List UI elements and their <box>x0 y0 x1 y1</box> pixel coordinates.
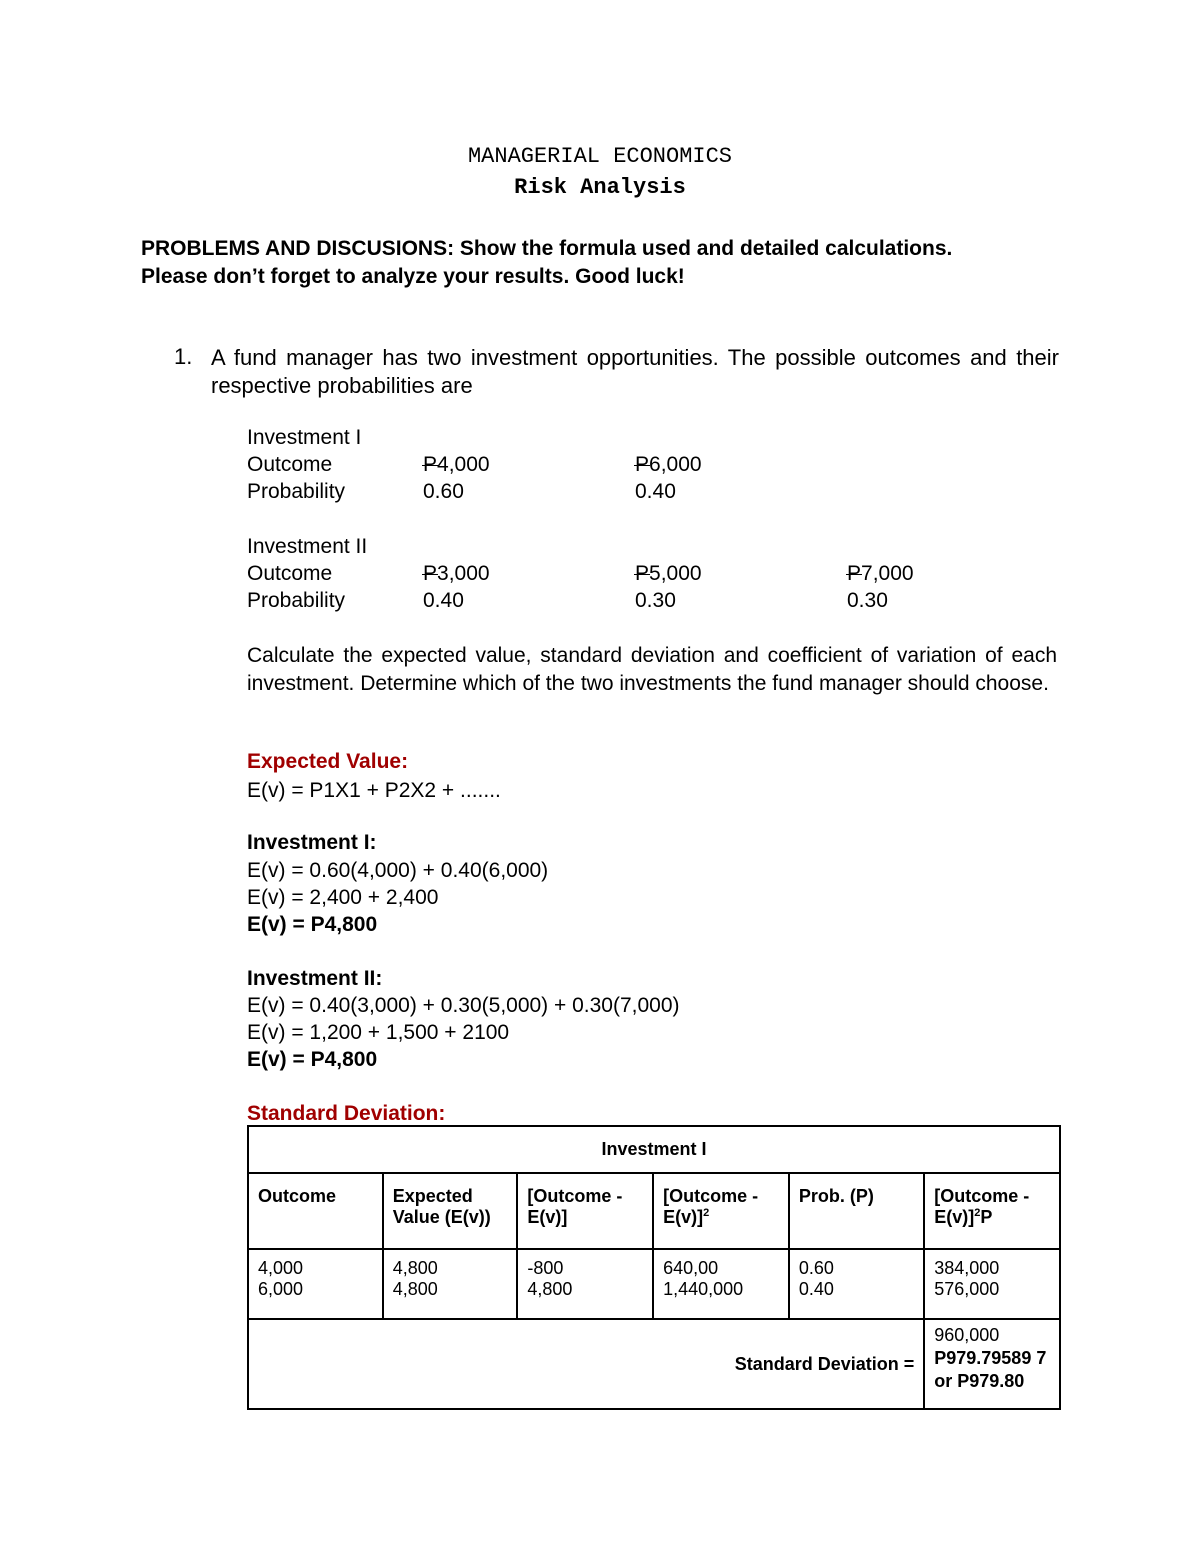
inv1-prob-label: Probability <box>247 480 346 503</box>
std-dev-value <box>924 1319 1060 1409</box>
cell-outcome: 4,000 6,000 <box>248 1249 383 1319</box>
inv2-prob-1: 0.40 <box>423 589 464 612</box>
inv1-outcome-2: P6,000 <box>635 453 702 476</box>
inv1-title: Investment I <box>247 426 362 449</box>
task-text: Calculate the expected value, standard deviation and coefficient of variation of each investment. Determine which of the two investments the fund manager should choose. <box>247 644 1057 695</box>
col-outcome: Outcome <box>248 1173 383 1249</box>
problem-number: 1. <box>174 344 193 369</box>
ev-inv2-result: E(v) = P4,800 <box>247 1048 378 1071</box>
instructions-rest: Show the formula used and detailed calculations. <box>459 237 953 260</box>
table-title: Investment I <box>248 1126 1060 1173</box>
col-expected-value: Expected Value (E(v)) <box>383 1173 518 1249</box>
ev-inv1-line1: E(v) = 0.60(4,000) + 0.40(6,000) <box>247 859 549 882</box>
cell-probability: 0.60 0.40 <box>789 1249 924 1319</box>
inv2-prob-3: 0.30 <box>847 589 888 612</box>
inv1-prob-1: 0.60 <box>423 480 464 503</box>
col-deviation: [Outcome - E(v)] <box>517 1173 653 1249</box>
ev-inv2-line2: E(v) = 1,200 + 1,500 + 2100 <box>247 1021 510 1044</box>
ev-inv1-heading: Investment I: <box>247 831 377 854</box>
std-dev-result: P979.79589 7 or P979.80 <box>934 1348 1047 1391</box>
inv1-outcome-1: P4,000 <box>423 453 490 476</box>
peso-sign: P <box>423 562 438 585</box>
cell-deviation-squared: 640,00 1,440,000 <box>653 1249 789 1319</box>
inv2-outcome-label: Outcome <box>247 562 333 585</box>
peso-sign: P <box>635 453 650 476</box>
ev-inv1-line2: E(v) = 2,400 + 2,400 <box>247 886 439 909</box>
inv2-prob-label: Probability <box>247 589 346 612</box>
course-title: MANAGERIAL ECONOMICS <box>467 144 733 169</box>
col-deviation-squared: [Outcome - E(v)]$^2$ <box>653 1173 789 1249</box>
instructions-line-1 <box>141 237 952 261</box>
col-probability: Prob. (P) <box>789 1173 924 1249</box>
problem-text: A fund manager has two investment opportunities. The possible outcomes and their respective probabilities are <box>211 345 1059 398</box>
inv2-prob-2: 0.30 <box>635 589 676 612</box>
ev-inv1-result: E(v) = P4,800 <box>247 913 378 936</box>
cell-expected-value: 4,800 4,800 <box>383 1249 518 1319</box>
inv2-title: Investment II <box>247 535 368 558</box>
cell-deviation: -800 4,800 <box>517 1249 653 1319</box>
inv1-outcome-label: Outcome <box>247 453 333 476</box>
ev-inv2-line1: E(v) = 0.40(3,000) + 0.30(5,000) + 0.30(7,000) <box>247 994 680 1017</box>
variance-sum: 960,000 <box>934 1325 1000 1345</box>
ev-inv2-heading: Investment II: <box>247 967 383 990</box>
inv1-prob-2: 0.40 <box>635 480 676 503</box>
inv2-outcome-2: P5,000 <box>635 562 702 585</box>
peso-sign: P <box>423 453 438 476</box>
topic-title: Risk Analysis <box>514 175 686 200</box>
cell-weighted: 384,000 576,000 <box>924 1249 1060 1319</box>
peso-sign: P <box>635 562 650 585</box>
instructions-line-2: Please don’t forget to analyze your results. Good luck! <box>141 265 685 288</box>
expected-value-formula: E(v) = P1X1 + P2X2 + ....... <box>247 779 501 802</box>
inv2-outcome-1: P3,000 <box>423 562 490 585</box>
std-dev-heading: Standard Deviation: <box>247 1102 446 1125</box>
std-dev-table <box>247 1125 1061 1410</box>
expected-value-heading: Expected Value: <box>247 750 409 773</box>
peso-sign: P <box>847 562 862 585</box>
col-weighted: [Outcome -E(v)]$^2$P <box>924 1173 1060 1249</box>
inv2-outcome-3: P7,000 <box>847 562 914 585</box>
instructions-lead: PROBLEMS AND DISCUSIONS: <box>141 237 455 260</box>
std-dev-label: Standard Deviation = <box>248 1319 924 1409</box>
